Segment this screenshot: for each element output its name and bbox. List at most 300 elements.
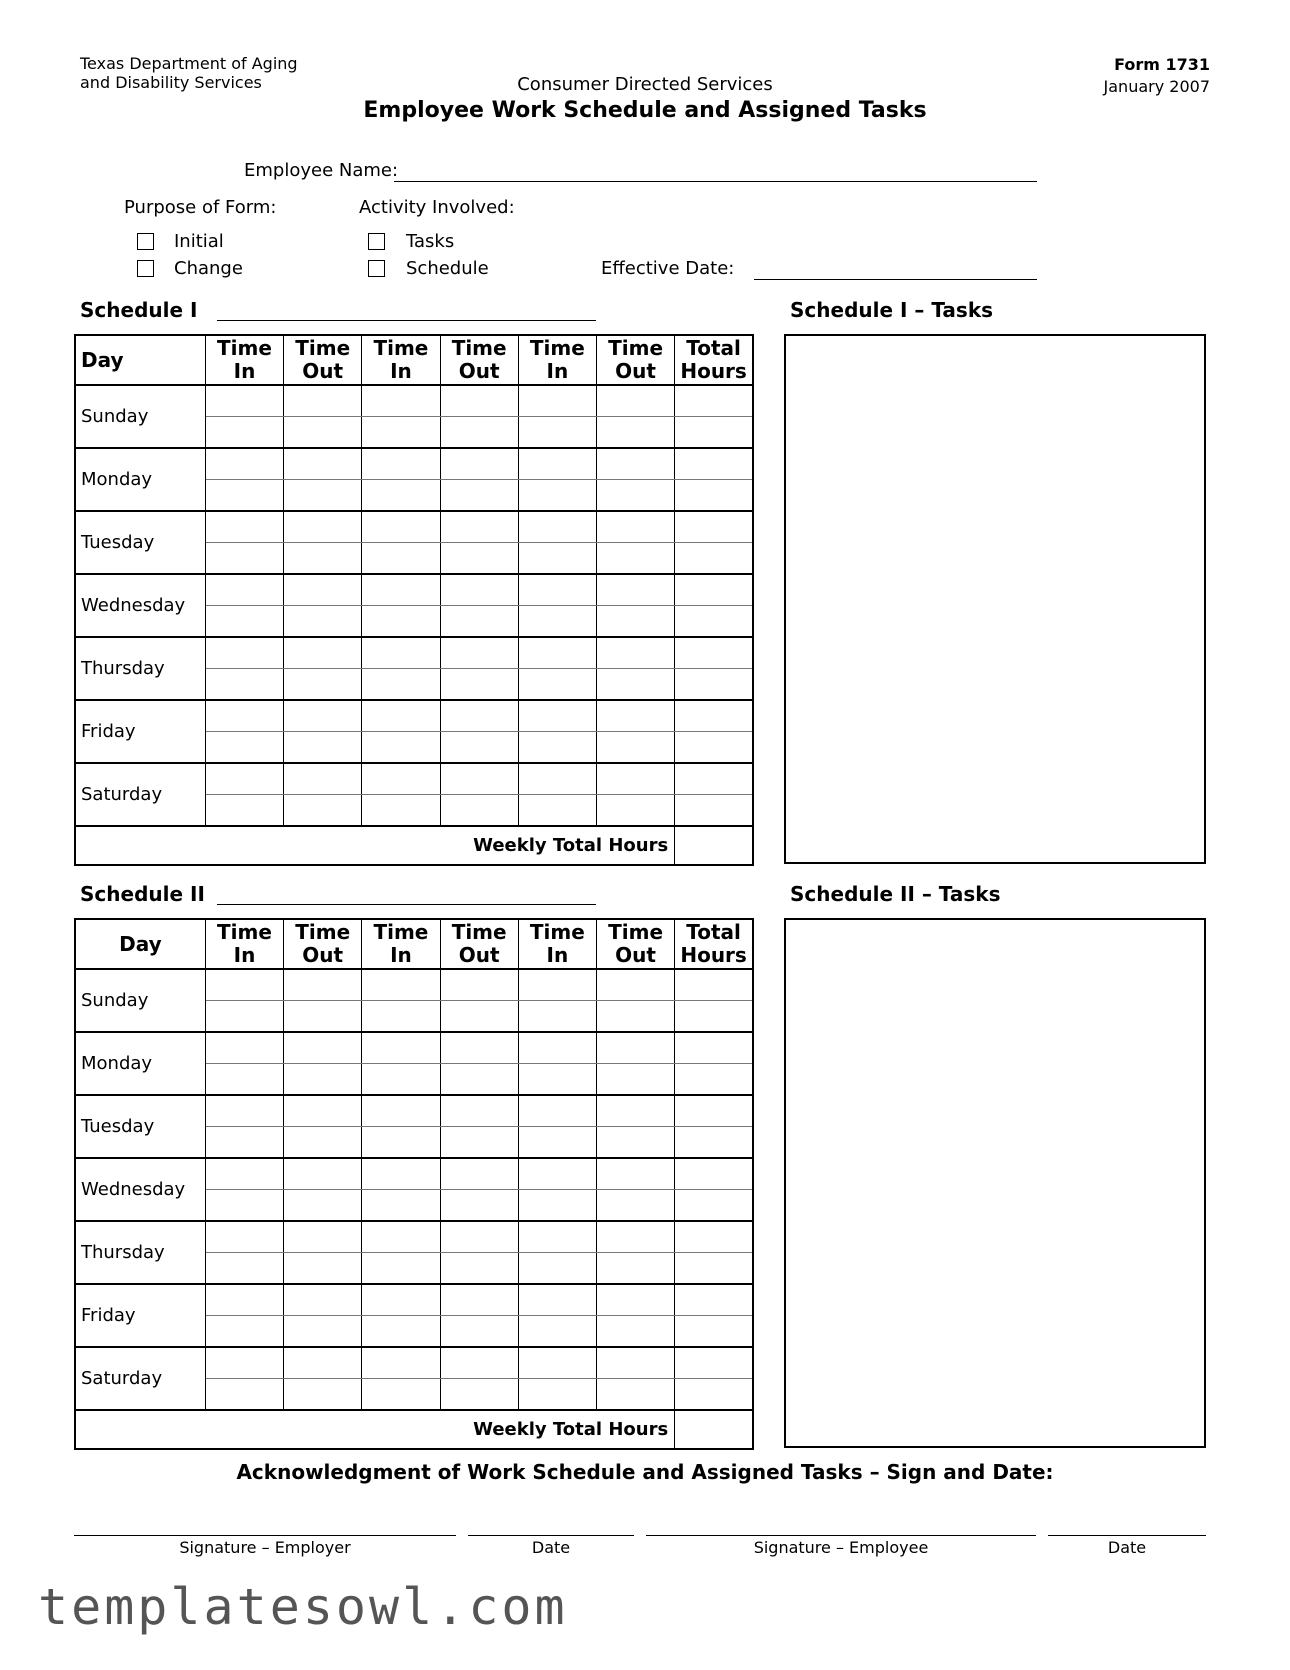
time-cell[interactable] [596,1221,674,1253]
total-hours-cell[interactable] [675,1221,753,1253]
time-cell[interactable] [205,1284,283,1316]
time-cell[interactable] [284,1127,362,1159]
time-cell[interactable] [284,732,362,764]
time-cell[interactable] [596,574,674,606]
time-cell[interactable] [596,448,674,480]
time-cell[interactable] [596,732,674,764]
day-label: Saturday [75,763,205,826]
time-cell[interactable] [518,1379,596,1411]
time-cell[interactable] [284,574,362,606]
time-cell[interactable] [596,1095,674,1127]
header-line-2: In [390,943,412,967]
table-row [75,448,753,480]
time-cell[interactable] [284,1221,362,1253]
time-cell[interactable] [284,543,362,575]
time-cell[interactable] [440,763,518,795]
watermark: templatesowl.com [38,1578,568,1636]
time-cell[interactable] [518,1127,596,1159]
time-cell[interactable] [205,385,283,417]
header-line-2: In [546,943,569,967]
time-cell[interactable] [518,480,596,512]
time-cell[interactable] [284,1347,362,1379]
total-hours-cell[interactable] [675,511,753,543]
time-cell[interactable] [362,700,440,732]
schedule-1-header-row [75,335,753,385]
time-cell[interactable] [205,1095,283,1127]
change-checkbox[interactable] [137,260,154,277]
total-hours-header [675,919,753,969]
purpose-label: Purpose of Form: [124,197,277,218]
total-hours-cell[interactable] [675,1379,753,1411]
time-cell[interactable] [205,606,283,638]
time-cell[interactable] [596,1347,674,1379]
time-cell[interactable] [284,1064,362,1096]
time-cell[interactable] [596,1284,674,1316]
time-cell[interactable] [518,1001,596,1033]
time-cell[interactable] [362,1347,440,1379]
total-hours-cell[interactable] [675,763,753,795]
time-cell[interactable] [205,511,283,543]
total-hours-cell[interactable] [675,1064,753,1096]
header-line-1: Time [217,336,272,360]
day-header: Day [75,919,205,969]
time-cell[interactable] [596,543,674,575]
time-cell[interactable] [205,1221,283,1253]
header-line-2: Out [615,943,656,967]
header-line-1: Time [217,920,272,944]
day-label: Saturday [75,1347,205,1410]
total-hours-cell[interactable] [675,1127,753,1159]
time-in-header [205,919,283,969]
time-cell[interactable] [362,448,440,480]
form-title: Employee Work Schedule and Assigned Tasks [363,98,927,123]
time-cell[interactable] [596,1253,674,1285]
total-hours-cell[interactable] [675,1095,753,1127]
time-cell[interactable] [362,795,440,827]
time-cell[interactable] [362,480,440,512]
time-cell[interactable] [440,969,518,1001]
initial-label: Initial [174,231,224,252]
time-cell[interactable] [205,763,283,795]
time-cell[interactable] [440,1284,518,1316]
time-cell[interactable] [440,543,518,575]
tasks-label: Tasks [406,231,455,252]
schedule-1-table [74,334,754,866]
total-hours-cell[interactable] [675,1001,753,1033]
total-hours-cell[interactable] [675,1284,753,1316]
time-cell[interactable] [518,574,596,606]
time-cell[interactable] [284,1032,362,1064]
total-hours-cell[interactable] [675,1158,753,1190]
time-cell[interactable] [596,1158,674,1190]
time-cell[interactable] [284,385,362,417]
day-label: Thursday [75,1221,205,1284]
time-cell[interactable] [440,1379,518,1411]
time-cell[interactable] [362,606,440,638]
time-cell[interactable] [362,1379,440,1411]
total-hours-cell[interactable] [675,1253,753,1285]
employer-date-label: Date [531,1538,571,1557]
employee-signature-label: Signature – Employee [753,1538,929,1557]
time-cell[interactable] [440,448,518,480]
time-cell[interactable] [596,385,674,417]
time-cell[interactable] [440,1158,518,1190]
time-cell[interactable] [362,637,440,669]
day-label: Tuesday [75,511,205,574]
schedule-checkbox[interactable] [368,260,385,277]
weekly-total-row [75,1410,753,1449]
schedule-2-table [74,918,754,1450]
time-cell[interactable] [205,637,283,669]
time-cell[interactable] [284,511,362,543]
time-cell[interactable] [596,606,674,638]
total-hours-cell[interactable] [675,700,753,732]
time-cell[interactable] [596,1127,674,1159]
day-label: Wednesday [75,1158,205,1221]
time-cell[interactable] [362,1221,440,1253]
header-line-2: Hours [680,359,747,383]
time-cell[interactable] [596,1379,674,1411]
time-cell[interactable] [205,480,283,512]
time-cell[interactable] [596,795,674,827]
header-line-2: In [546,359,569,383]
time-cell[interactable] [518,637,596,669]
employer-date-line[interactable] [468,1535,634,1536]
header-line-2: Out [458,359,500,383]
time-cell[interactable] [518,385,596,417]
time-cell[interactable] [596,1190,674,1222]
time-cell[interactable] [518,1158,596,1190]
tasks-checkbox[interactable] [368,233,385,250]
time-cell[interactable] [518,1284,596,1316]
header-line-2: Out [458,943,500,967]
time-cell[interactable] [284,969,362,1001]
schedule-label: Schedule [406,258,489,279]
time-cell[interactable] [205,1347,283,1379]
time-cell[interactable] [518,969,596,1001]
total-hours-cell[interactable] [675,448,753,480]
time-cell[interactable] [284,669,362,701]
time-cell[interactable] [440,1316,518,1348]
time-cell[interactable] [362,1032,440,1064]
time-cell[interactable] [440,511,518,543]
weekly-total-label: Weekly Total Hours [75,826,675,865]
time-cell[interactable] [596,1001,674,1033]
weekly-total-label: Weekly Total Hours [75,1410,675,1449]
total-hours-cell[interactable] [675,606,753,638]
time-cell[interactable] [284,1190,362,1222]
table-row [75,574,753,606]
time-in-header [518,919,596,969]
time-cell[interactable] [284,1158,362,1190]
time-cell[interactable] [205,1158,283,1190]
time-out-header [596,335,674,385]
table-row [75,1347,753,1379]
schedule-2-label: Schedule II [80,882,205,906]
day-label: Sunday [75,969,205,1032]
header-line-1: Total [686,920,741,944]
time-cell[interactable] [284,700,362,732]
day-label: Friday [75,700,205,763]
form-number: Form 1731 [1114,55,1210,74]
time-cell[interactable] [518,1064,596,1096]
time-cell[interactable] [362,669,440,701]
table-row [75,637,753,669]
employee-name-label: Employee Name: [244,160,399,181]
time-cell[interactable] [440,1032,518,1064]
time-out-header [284,335,362,385]
time-cell[interactable] [440,1347,518,1379]
table-row [75,969,753,1001]
time-cell[interactable] [284,1284,362,1316]
time-cell[interactable] [362,1284,440,1316]
total-hours-cell[interactable] [675,795,753,827]
header-line-1: Time [373,920,429,944]
time-cell[interactable] [284,480,362,512]
time-cell[interactable] [362,543,440,575]
header-line-1: Time [529,920,585,944]
time-cell[interactable] [284,637,362,669]
time-cell[interactable] [518,1347,596,1379]
time-cell[interactable] [205,1064,283,1096]
schedule-1-tasks-label: Schedule I – Tasks [790,298,994,322]
time-cell[interactable] [284,1095,362,1127]
time-cell[interactable] [596,763,674,795]
time-cell[interactable] [362,417,440,449]
time-cell[interactable] [518,669,596,701]
time-cell[interactable] [440,669,518,701]
time-cell[interactable] [518,795,596,827]
time-cell[interactable] [284,1001,362,1033]
time-cell[interactable] [205,1379,283,1411]
time-cell[interactable] [596,511,674,543]
time-cell[interactable] [440,1221,518,1253]
time-cell[interactable] [518,1190,596,1222]
day-label: Tuesday [75,1095,205,1158]
time-cell[interactable] [284,1253,362,1285]
time-cell[interactable] [205,1032,283,1064]
time-cell[interactable] [284,1379,362,1411]
time-cell[interactable] [362,1316,440,1348]
time-cell[interactable] [362,763,440,795]
schedule-2-tasks-box[interactable] [784,918,1206,1448]
time-cell[interactable] [440,1127,518,1159]
employer-signature-line[interactable] [74,1535,456,1536]
schedule-2-line[interactable] [217,904,596,905]
table-row [75,385,753,417]
form-heading [0,74,1290,123]
form-date: January 2007 [1103,77,1210,96]
time-cell[interactable] [362,1127,440,1159]
time-cell[interactable] [362,1158,440,1190]
time-cell[interactable] [205,795,283,827]
total-hours-cell[interactable] [675,637,753,669]
time-cell[interactable] [518,732,596,764]
time-cell[interactable] [205,700,283,732]
day-label: Monday [75,1032,205,1095]
time-cell[interactable] [284,448,362,480]
total-hours-cell[interactable] [675,1316,753,1348]
time-cell[interactable] [518,1032,596,1064]
time-cell[interactable] [596,1064,674,1096]
total-hours-cell[interactable] [675,543,753,575]
time-cell[interactable] [440,606,518,638]
time-cell[interactable] [440,1001,518,1033]
activity-label: Activity Involved: [359,197,515,218]
time-cell[interactable] [205,669,283,701]
schedule-1-tasks-box[interactable] [784,334,1206,864]
time-cell[interactable] [440,417,518,449]
employer-signature-label: Signature – Employer [179,1538,351,1557]
time-cell[interactable] [205,543,283,575]
time-cell[interactable] [518,448,596,480]
agency-line-2: and Disability Services [80,73,262,92]
time-cell[interactable] [596,969,674,1001]
initial-checkbox[interactable] [137,233,154,250]
schedule-2-tasks-label: Schedule II – Tasks [790,882,1001,906]
time-cell[interactable] [205,417,283,449]
time-cell[interactable] [205,448,283,480]
day-label: Wednesday [75,574,205,637]
header-line-2: Out [615,359,656,383]
time-cell[interactable] [596,480,674,512]
table-row [75,763,753,795]
header-line-1: Time [529,336,585,360]
header-line-2: In [233,943,256,967]
header-line-1: Time [451,920,507,944]
time-cell[interactable] [596,637,674,669]
time-cell[interactable] [596,1032,674,1064]
day-label: Thursday [75,637,205,700]
time-cell[interactable] [440,637,518,669]
total-hours-cell[interactable] [675,1347,753,1379]
program-name: Consumer Directed Services [517,74,773,95]
header-line-2: Out [302,943,344,967]
day-label: Sunday [75,385,205,448]
time-cell[interactable] [518,511,596,543]
time-in-header [518,335,596,385]
table-row [75,1095,753,1127]
time-cell[interactable] [518,700,596,732]
time-cell[interactable] [205,969,283,1001]
total-hours-cell[interactable] [675,417,753,449]
time-cell[interactable] [440,732,518,764]
time-out-header [440,335,518,385]
total-hours-cell[interactable] [675,969,753,1001]
total-hours-cell[interactable] [675,1032,753,1064]
time-cell[interactable] [518,1253,596,1285]
total-hours-cell[interactable] [675,574,753,606]
time-cell[interactable] [205,1127,283,1159]
total-hours-cell[interactable] [675,1190,753,1222]
employee-date-line[interactable] [1048,1535,1206,1536]
time-cell[interactable] [205,1253,283,1285]
schedule-1-line[interactable] [217,320,596,321]
time-cell[interactable] [596,669,674,701]
time-cell[interactable] [362,1190,440,1222]
total-hours-header [675,335,753,385]
time-cell[interactable] [205,1190,283,1222]
header-line-1: Time [608,920,664,944]
header-line-2: Out [302,359,344,383]
time-cell[interactable] [440,1095,518,1127]
time-cell[interactable] [440,1190,518,1222]
time-cell[interactable] [284,1316,362,1348]
total-hours-cell[interactable] [675,480,753,512]
time-cell[interactable] [362,511,440,543]
time-cell[interactable] [205,732,283,764]
time-cell[interactable] [205,574,283,606]
time-cell[interactable] [440,1253,518,1285]
time-cell[interactable] [596,700,674,732]
time-cell[interactable] [284,763,362,795]
table-row [75,700,753,732]
time-cell[interactable] [362,385,440,417]
weekly-total-cell[interactable] [675,826,753,865]
time-cell[interactable] [284,795,362,827]
time-in-header [362,335,440,385]
time-cell[interactable] [596,1316,674,1348]
effective-date-field[interactable] [754,279,1037,280]
time-cell[interactable] [518,1095,596,1127]
table-row [75,1032,753,1064]
header-line-1: Total [686,336,741,360]
employee-name-field[interactable] [394,181,1037,182]
time-cell[interactable] [518,763,596,795]
time-cell[interactable] [518,543,596,575]
employee-date-label: Date [1107,1538,1147,1557]
time-cell[interactable] [362,574,440,606]
time-cell[interactable] [518,1316,596,1348]
time-cell[interactable] [440,1064,518,1096]
header-line-2: In [233,359,256,383]
total-hours-cell[interactable] [675,732,753,764]
time-cell[interactable] [284,417,362,449]
time-cell[interactable] [440,385,518,417]
time-cell[interactable] [362,969,440,1001]
weekly-total-row [75,826,753,865]
day-label: Monday [75,448,205,511]
time-cell[interactable] [440,700,518,732]
time-cell[interactable] [205,1001,283,1033]
weekly-total-cell[interactable] [675,1410,753,1449]
total-hours-cell[interactable] [675,385,753,417]
total-hours-cell[interactable] [675,669,753,701]
time-cell[interactable] [362,1064,440,1096]
time-cell[interactable] [362,1253,440,1285]
time-cell[interactable] [362,1001,440,1033]
time-in-header [205,335,283,385]
time-cell[interactable] [440,574,518,606]
time-cell[interactable] [440,795,518,827]
time-cell[interactable] [518,417,596,449]
day-header: Day [75,335,205,385]
header-line-1: Time [608,336,664,360]
schedule-1-label: Schedule I [80,298,198,322]
time-cell[interactable] [518,606,596,638]
time-cell[interactable] [596,417,674,449]
table-row [75,1284,753,1316]
time-cell[interactable] [440,480,518,512]
time-cell[interactable] [362,1095,440,1127]
time-cell[interactable] [205,1316,283,1348]
header-line-1: Time [295,920,351,944]
time-cell[interactable] [518,1221,596,1253]
time-out-header [284,919,362,969]
time-cell[interactable] [362,732,440,764]
employee-signature-line[interactable] [646,1535,1036,1536]
time-cell[interactable] [284,606,362,638]
